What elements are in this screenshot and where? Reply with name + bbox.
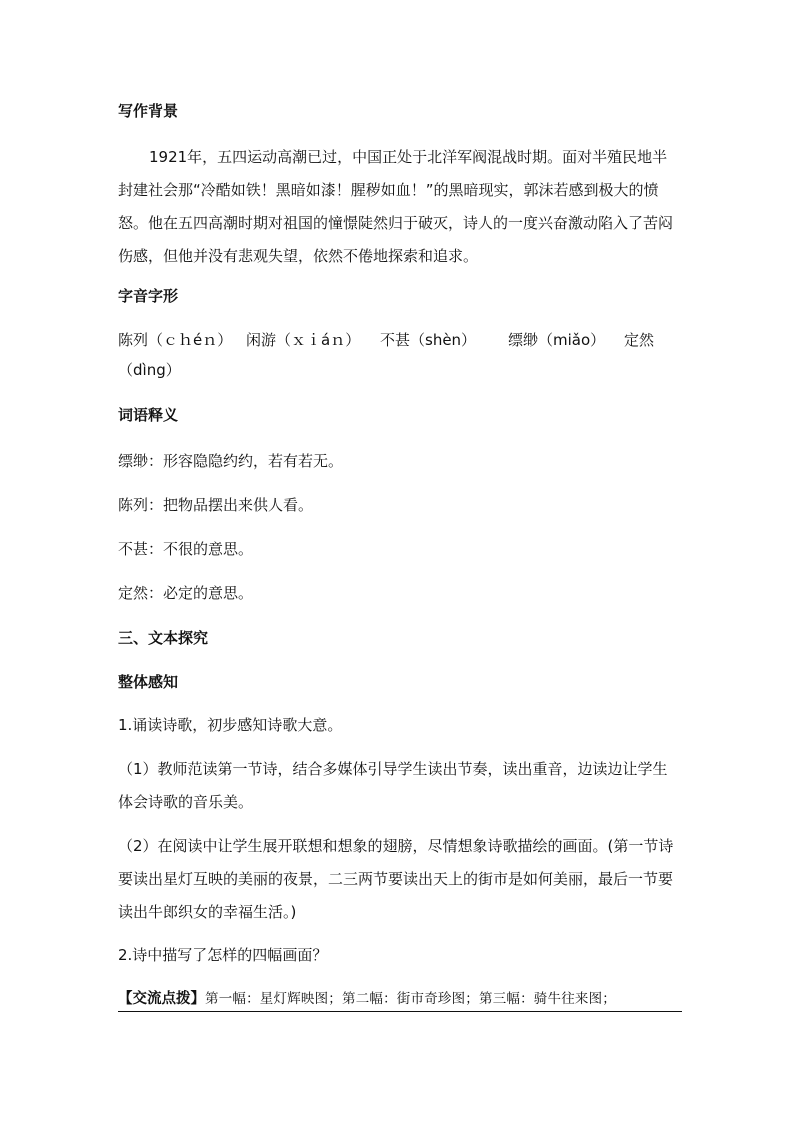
overall-heading: 整体感知	[118, 673, 179, 691]
vocab-item: 缥缈：形容隐隐约约，若有若无。	[118, 452, 344, 470]
step-2: 2.诗中描写了怎样的四幅画面？	[118, 946, 328, 964]
vocab-item: 陈列：把物品摆出来供人看。	[118, 496, 314, 514]
background-heading: 写作背景	[118, 102, 179, 120]
answer-line	[118, 988, 682, 1012]
part3-heading: 三、文本探究	[118, 629, 209, 647]
step-1: 1.诵读诗歌，初步感知诗歌大意。	[118, 716, 343, 734]
step-1-sub-1: （1）教师范读第一节诗，结合多媒体引导学生读出节奏，读出重音，边读边让学生体会诗歌的音乐美。	[118, 760, 668, 811]
vocab-item: 定然：必定的意思。	[118, 584, 254, 602]
pronunciation-item: 闲游（ｘｉáｎ）	[246, 331, 361, 349]
pronunciation-item: （dìng）	[118, 361, 181, 379]
answer-text: 第一幅：星灯辉映图；第二幅：街市奇珍图；第三幅：骑牛往来图；	[205, 991, 616, 1007]
background-paragraph: 1921年，五四运动高潮已过，中国正处于北洋军阀混战时期。面对半殖民地半封建社会那“冷酷如铁！黑暗如漆！腥秽如血！”的黑暗现实，郭沫若感到极大的愤怒。他在五四高潮时期对祖国的憧憬陡然归于破灭，诗人的一度兴奋激动陷入了苦闷伤感，但他并没有悲观失望，依然不倦地探索和追求。	[118, 148, 674, 265]
vocab-heading: 词语释义	[118, 406, 179, 424]
step-1-sub-2: （2）在阅读中让学生展开联想和想象的翅膀，尽情想象诗歌描绘的画面。(第一节诗要读出星灯互映的美丽的夜景，二三两节要读出天上的街市是如何美丽，最后一节要读出牛郎织女的幸福生活。)	[118, 837, 674, 921]
pronunciation-heading: 字音字形	[118, 287, 179, 305]
answer-label: 【交流点拨】	[118, 991, 205, 1007]
pronunciation-item: 陈列（ｃｈéｎ）	[118, 331, 233, 349]
pronunciation-list	[118, 325, 688, 355]
pronunciation-item: 缥缈（miǎo）	[508, 331, 606, 349]
pronunciation-item: 不甚（shèn）	[380, 331, 477, 349]
vocab-item: 不甚：不很的意思。	[118, 540, 254, 558]
pronunciation-item: 定然	[624, 331, 655, 349]
